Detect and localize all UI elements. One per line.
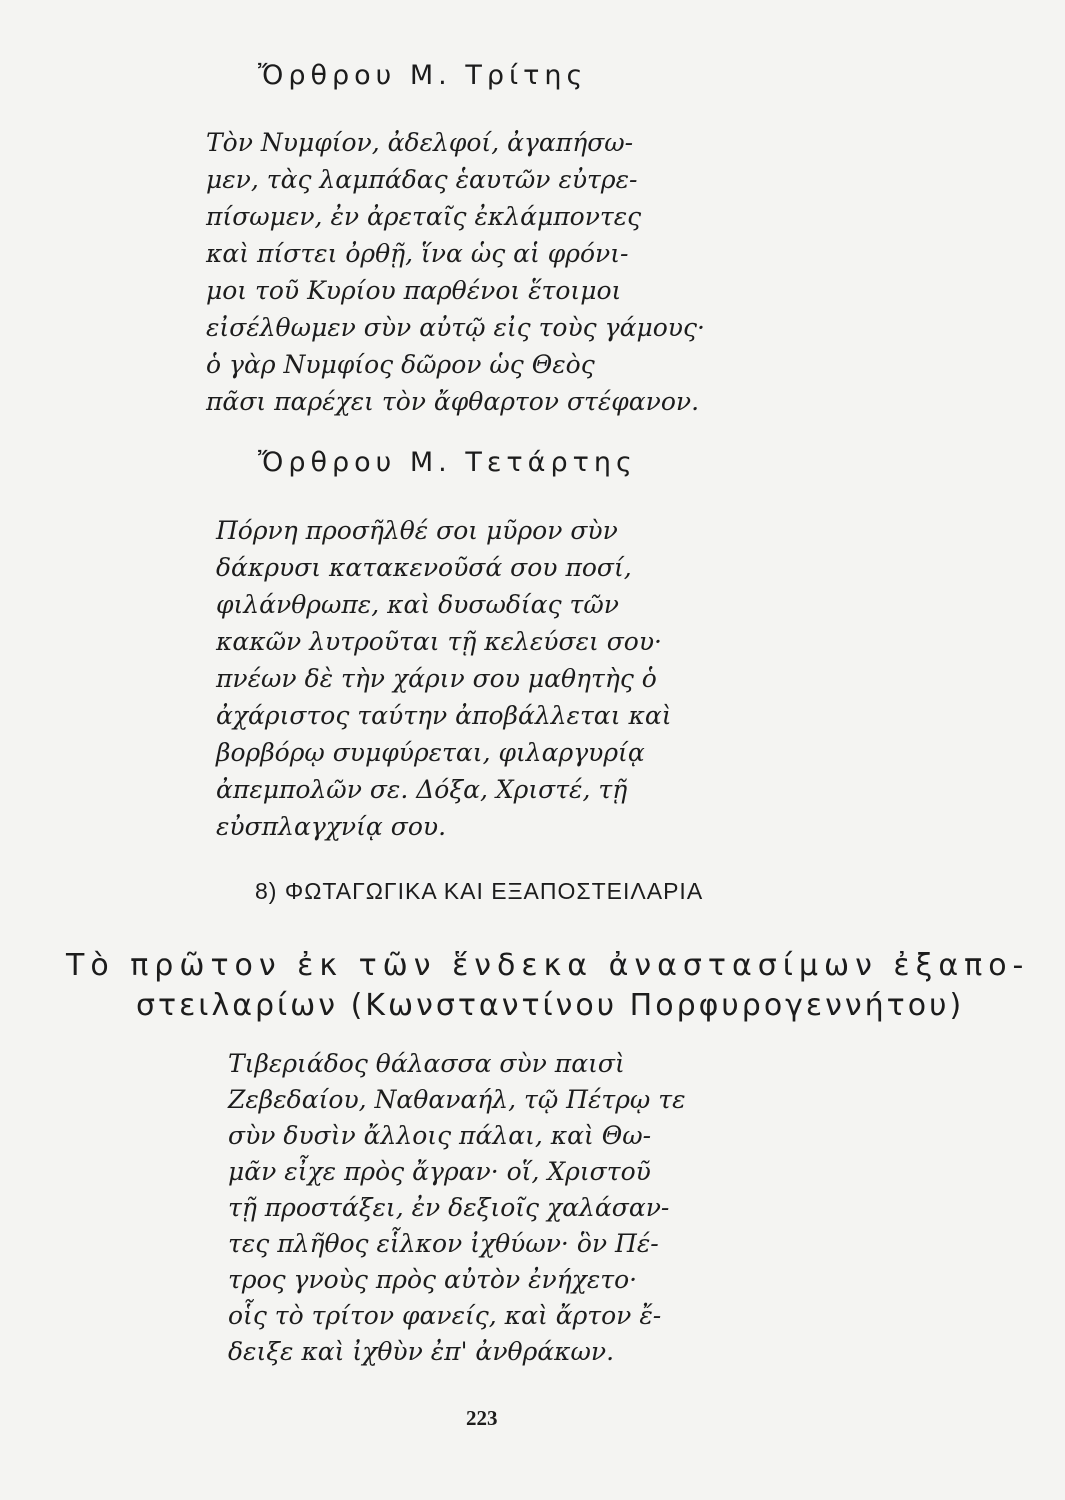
hymn3-line: τες πλῆθος εἷλκον ἰχθύων· ὃν Πέ- xyxy=(228,1229,659,1258)
hymn3-line: Τιβεριάδος θάλασσα σὺν παισὶ xyxy=(228,1049,625,1078)
hymn1-text xyxy=(206,124,705,420)
hymn3-line: δειξε καὶ ἰχθὺν ἐπ' ἀνθράκων. xyxy=(228,1337,615,1366)
hymn2-line: πνέων δὲ τὴν χάριν σου μαθητὴς ὁ xyxy=(216,664,657,693)
hymn2-title: Ὄρθρου Μ. Τετάρτης xyxy=(258,447,637,478)
hymn3-title-line2: στειλαρίων (Κωνσταντίνου Πορφυρογεννήτου) xyxy=(136,988,965,1023)
hymn1-line: ὁ γὰρ Νυμφίος δῶρον ὡς Θεὸς xyxy=(206,350,595,379)
hymn1-line: πίσωμεν, ἐν ἀρεταῖς ἐκλάμποντες xyxy=(206,202,642,231)
hymn3-line: σὺν δυσὶν ἄλλοις πάλαι, καὶ Θω- xyxy=(228,1121,652,1150)
hymn2-line: Πόρνη προσῆλθέ σοι μῦρον σὺν xyxy=(216,516,618,545)
hymn2-line: κακῶν λυτροῦται τῇ κελεύσει σου· xyxy=(216,627,662,656)
hymn1-line: Τὸν Νυμφίον, ἀδελφοί, ἀγαπήσω- xyxy=(206,128,634,157)
hymn3-title-line1: Τὸ πρῶτον ἐκ τῶν ἕνδεκα ἀναστασίμων ἐξαπο- xyxy=(66,948,1030,983)
hymn2-line: φιλάνθρωπε, καὶ δυσωδίας τῶν xyxy=(216,590,619,619)
section-heading: 8) ΦΩΤΑΓΩΓΙΚΑ ΚΑΙ ΕΞΑΠΟΣΤΕΙΛΑΡΙΑ xyxy=(255,878,704,904)
hymn3-line: μᾶν εἶχε πρὸς ἄγραν· οἵ, Χριστοῦ xyxy=(228,1157,651,1186)
hymn3-line: τῇ προστάξει, ἐν δεξιοῖς χαλάσαν- xyxy=(228,1193,670,1222)
hymn1-line: μοι τοῦ Κυρίου παρθένοι ἕτοιμοι xyxy=(206,276,622,305)
hymn2-text xyxy=(216,512,672,845)
hymn3-line: οἷς τὸ τρίτον φανείς, καὶ ἄρτον ἔ- xyxy=(228,1301,662,1330)
hymn1-line: εἰσέλθωμεν σὺν αὐτῷ εἰς τοὺς γάμους· xyxy=(206,313,705,342)
hymn1-line: μεν, τὰς λαμπάδας ἑαυτῶν εὐτρε- xyxy=(206,165,638,194)
hymn3-text xyxy=(228,1046,686,1370)
hymn2-line: βορβόρῳ συμφύρεται, φιλαργυρίᾳ xyxy=(216,738,645,767)
hymn1-line: καὶ πίστει ὀρθῇ, ἵνα ὡς αἱ φρόνι- xyxy=(206,239,629,268)
hymn2-line: εὐσπλαγχνίᾳ σου. xyxy=(216,812,447,841)
hymn1-title: Ὄρθρου Μ. Τρίτης xyxy=(258,60,588,91)
page-number: 223 xyxy=(466,1406,498,1430)
hymn3-line: τρος γνοὺς πρὸς αὐτὸν ἐνήχετο· xyxy=(228,1265,638,1294)
hymn1-line: πᾶσι παρέχει τὸν ἄφθαρτον στέφανον. xyxy=(206,387,700,416)
hymn2-line: ἀπεμπολῶν σε. Δόξα, Χριστέ, τῇ xyxy=(216,775,628,804)
hymn3-line: Ζεβεδαίου, Ναθαναήλ, τῷ Πέτρῳ τε xyxy=(228,1085,686,1114)
hymn2-line: ἀχάριστος ταύτην ἀποβάλλεται καὶ xyxy=(216,701,672,730)
hymn2-line: δάκρυσι κατακενοῦσά σου ποσί, xyxy=(216,553,632,582)
